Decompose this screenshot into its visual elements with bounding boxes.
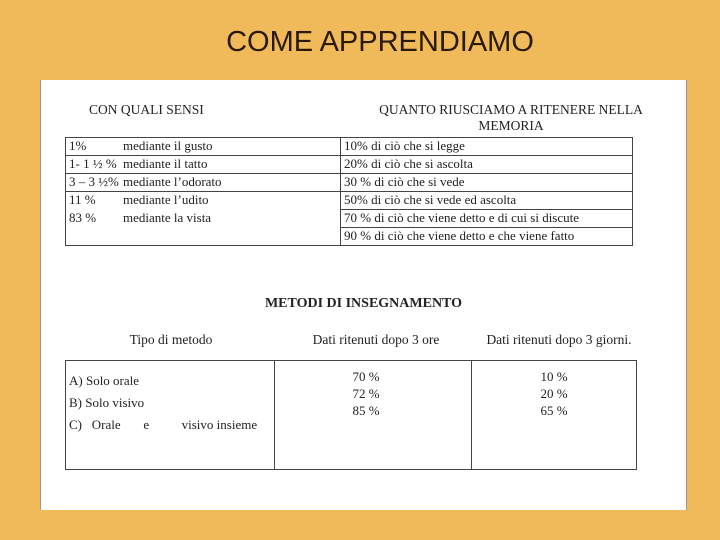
sense-cell bbox=[66, 210, 341, 246]
method-item: A) Solo orale bbox=[69, 373, 140, 388]
method-item: C) Orale e visivo insieme bbox=[69, 417, 258, 432]
three-hours-values bbox=[321, 368, 411, 419]
table-row bbox=[66, 210, 633, 228]
table-row bbox=[66, 138, 633, 156]
sense-percent: 1% bbox=[69, 138, 87, 153]
table-row bbox=[66, 192, 633, 210]
retention-cell: 20% di ciò che si ascolta bbox=[341, 156, 633, 174]
sense-text: mediante l’udito bbox=[123, 192, 209, 207]
sense-percent: 11 % bbox=[69, 192, 96, 207]
table-row bbox=[66, 174, 633, 192]
method-list bbox=[69, 370, 259, 436]
sense-text: mediante la vista bbox=[123, 209, 212, 225]
sense-cell bbox=[66, 174, 341, 192]
methods-title: METODI DI INSEGNAMENTO bbox=[264, 296, 463, 311]
senses-left-header: CON QUALI SENSI bbox=[89, 102, 204, 117]
three-days-header: Dati ritenuti dopo 3 giorni. bbox=[486, 332, 632, 347]
retention-cell: 70 % di ciò che viene detto e di cui si discute bbox=[341, 210, 633, 228]
retention-cell: 90 % di ciò che viene detto e che viene fatto bbox=[341, 228, 633, 246]
retention-cell: 10% di ciò che si legge bbox=[341, 138, 633, 156]
sense-cell bbox=[66, 192, 341, 210]
senses-table bbox=[65, 137, 633, 246]
three-days-value: 10 % bbox=[540, 369, 568, 384]
method-item: B) Solo visivo bbox=[69, 395, 145, 410]
three-hours-value: 85 % bbox=[352, 403, 380, 418]
sense-percent: 83 % bbox=[69, 209, 97, 225]
document-page bbox=[40, 80, 687, 510]
retention-cell: 30 % di ciò che si vede bbox=[341, 174, 633, 192]
slide-title: COME APPRENDIAMO bbox=[226, 26, 534, 58]
method-type-header: Tipo di metodo bbox=[129, 332, 213, 347]
three-hours-header: Dati ritenuti dopo 3 ore bbox=[312, 332, 440, 347]
sense-cell bbox=[66, 138, 341, 156]
three-days-values bbox=[509, 368, 599, 419]
three-hours-value: 72 % bbox=[352, 386, 380, 401]
sense-cell bbox=[66, 156, 341, 174]
three-days-value: 20 % bbox=[540, 386, 568, 401]
sense-text: mediante il tatto bbox=[123, 156, 208, 171]
three-hours-value: 70 % bbox=[352, 369, 380, 384]
sense-percent: 3 – 3 ½% bbox=[69, 174, 119, 189]
sense-text: mediante il gusto bbox=[123, 138, 213, 153]
retention-cell: 50% di ciò che si vede ed ascolta bbox=[341, 192, 633, 210]
table-row bbox=[66, 156, 633, 174]
sense-text: mediante l’odorato bbox=[123, 174, 222, 189]
sense-percent: 1- 1 ½ % bbox=[69, 156, 117, 171]
senses-right-header: QUANTO RIUSCIAMO A RITENERE NELLA MEMORIA bbox=[379, 102, 643, 133]
three-days-value: 65 % bbox=[540, 403, 568, 418]
